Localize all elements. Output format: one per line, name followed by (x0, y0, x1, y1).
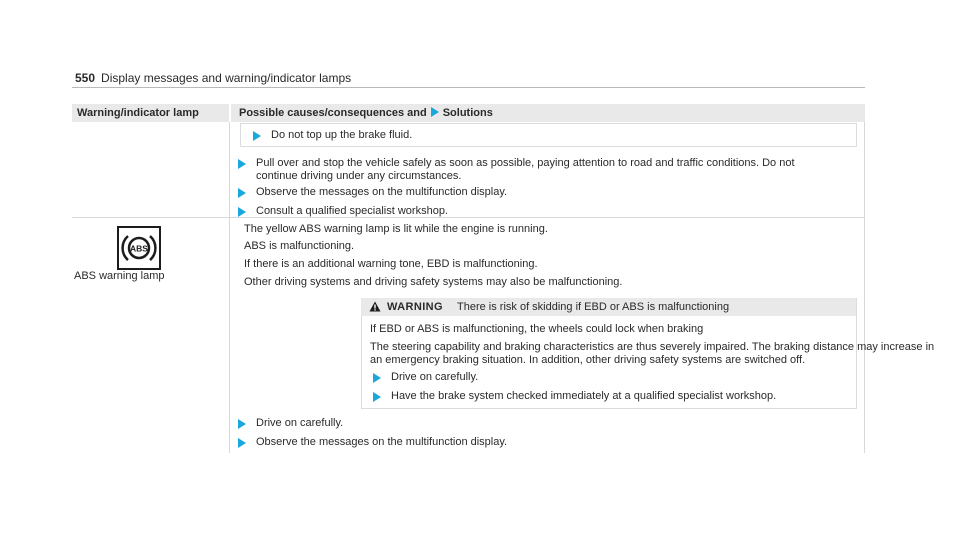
abs-paragraph: The yellow ABS warning lamp is lit while the engine is running. (244, 223, 548, 235)
arrow-right-icon (238, 207, 246, 217)
page-title: Display messages and warning/indicator lamps (101, 71, 352, 85)
abs-lamp-label: ABS warning lamp (74, 270, 165, 282)
warning-line: an emergency braking situation. In addition, other driving safety systems are switched off. (370, 354, 806, 366)
arrow-right-icon (373, 373, 381, 383)
arrow-right-icon (238, 188, 246, 198)
warning-headline: There is risk of skidding if EBD or ABS is malfunctioning (457, 301, 730, 313)
step-text: Consult a qualified specialist workshop. (256, 205, 448, 217)
abs-paragraph: If there is an additional warning tone, EBD is malfunctioning. (244, 258, 538, 270)
note-box (240, 123, 857, 147)
page-header (75, 71, 351, 85)
abs-warning-icon (117, 226, 161, 270)
step-text: Pull over and stop the vehicle safely as soon as possible, paying attention to road and traffic conditions. Do not (256, 157, 795, 169)
arrow-right-icon (373, 392, 381, 402)
arrow-right-icon (238, 419, 246, 429)
column-divider (229, 122, 230, 453)
step-text: Have the brake system checked immediately at a qualified specialist workshop. (391, 390, 777, 402)
table-header-solutions: Solutions (442, 107, 493, 119)
step-text: Observe the messages on the multifunction display. (256, 436, 508, 448)
table-header-lamp (72, 104, 229, 122)
abs-paragraph: ABS is malfunctioning. (244, 240, 355, 252)
abs-paragraph: Other driving systems and driving safety systems may also be malfunctioning. (244, 276, 623, 288)
page-number: 550 (75, 71, 96, 85)
arrow-right-icon (431, 107, 439, 117)
table-header-causes-prefix: Possible causes/consequences and (239, 107, 427, 119)
warning-title: WARNING (387, 301, 443, 313)
step-text: Drive on carefully. (391, 371, 479, 383)
table-header-causes (231, 104, 865, 122)
warning-line: If EBD or ABS is malfunctioning, the wheels could lock when braking (370, 323, 704, 335)
table-header-lamp-label: Warning/indicator lamp (77, 107, 199, 119)
row-divider (72, 217, 865, 218)
arrow-right-icon (238, 159, 246, 169)
arrow-right-icon (238, 438, 246, 448)
header-rule (72, 87, 865, 88)
step-text: Observe the messages on the multifunction display. (256, 186, 508, 198)
step-text: Do not top up the brake fluid. (271, 129, 413, 141)
step-text-cont: continue driving under any circumstances. (256, 170, 462, 182)
warning-header (361, 298, 856, 316)
table-right-border (864, 122, 865, 453)
warning-triangle-icon (369, 301, 381, 312)
table-header-causes-label (239, 107, 493, 119)
arrow-right-icon (253, 131, 261, 141)
step-text: Drive on carefully. (256, 417, 344, 429)
warning-line: The steering capability and braking characteristics are thus severely impaired. The braking distance may increase in (370, 341, 935, 353)
abs-icon-text: ABS (130, 243, 148, 254)
